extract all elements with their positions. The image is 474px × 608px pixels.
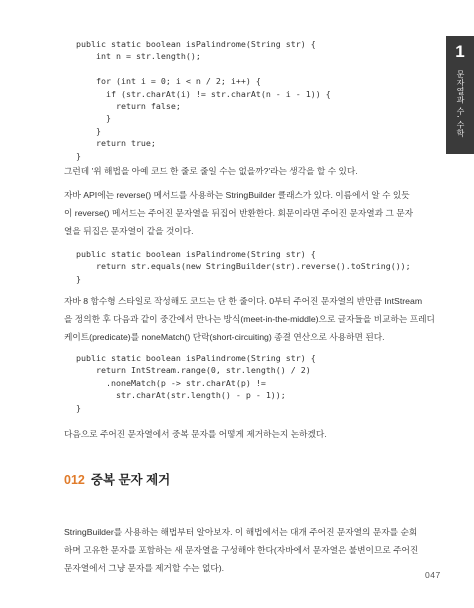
- text-line: 열을 뒤집은 문자열이 같을 것이다.: [64, 226, 194, 236]
- text-line: 을 정의한 후 다음과 같이 중간에서 만나는 방식(meet-in-the-middle)으로 글자들을 비교하는 프레디: [64, 314, 435, 324]
- text-line: 케이트(predicate)를 noneMatch() 단락(short-circuiting) 종결 연산으로 사용하면 된다.: [64, 332, 385, 342]
- code-block-palindrome-stream: [76, 352, 316, 414]
- code-block-palindrome-reverse: [76, 248, 411, 285]
- code-block-palindrome-loop: [76, 38, 331, 162]
- code-line: public static boolean isPalindrome(String str) {: [76, 249, 316, 259]
- code-line: return true;: [76, 138, 156, 149]
- code-line: return false;: [76, 100, 181, 111]
- paragraph-intro-question: [64, 162, 436, 180]
- section-title: 중복 문자 제거: [90, 473, 171, 487]
- text-line: 그런데 '위 해법을 아예 코드 한 줄로 줄일 수는 없을까?'라는 생각을 할 수 있다.: [64, 166, 358, 176]
- code-line: public static boolean isPalindrome(String str) {: [76, 353, 316, 363]
- chapter-tab: [446, 36, 474, 154]
- text-line: 하며 고유한 문자를 포함하는 새 문자열을 구성해야 한다(자바에서 문자열은 불변이므로 주어진: [64, 545, 419, 555]
- paragraph-functional-style: [64, 292, 436, 346]
- code-line: }: [76, 113, 111, 124]
- text-line: 이 reverse() 메서드는 주어진 문자열을 뒤집어 반환한다. 회문이라면 주어진 문자열과 그 문자: [64, 208, 414, 218]
- code-line: return IntStream.range(0, str.length() / 2): [76, 365, 311, 376]
- code-line: str.charAt(str.length() - p - 1));: [76, 390, 286, 401]
- chapter-title: 문자열과 수, 수학: [456, 70, 465, 138]
- code-line: }: [76, 402, 81, 413]
- code-line: }: [76, 150, 81, 161]
- section-heading: [64, 470, 170, 488]
- code-line: public static boolean isPalindrome(String str) {: [76, 39, 316, 49]
- page-number: 047: [425, 570, 441, 580]
- code-line: for (int i = 0; i < n / 2; i++) {: [76, 76, 261, 87]
- paragraph-reverse-method: [64, 186, 436, 240]
- text-line: 다음으로 주어진 문자열에서 중복 문자를 어떻게 제거하는지 논하겠다.: [64, 429, 327, 439]
- code-line: int n = str.length();: [76, 51, 201, 62]
- code-line: if (str.charAt(i) != str.charAt(n - i - 1)) {: [76, 88, 331, 99]
- text-line: 문자열에서 그냥 문자를 제거할 수는 없다).: [64, 563, 225, 573]
- section-number: 012: [64, 473, 85, 487]
- paragraph-stringbuilder-approach: [64, 523, 436, 577]
- code-line: return str.equals(new StringBuilder(str).reverse().toString());: [76, 261, 411, 272]
- code-line: }: [76, 125, 101, 136]
- code-line: }: [76, 273, 81, 284]
- code-line: .noneMatch(p -> str.charAt(p) !=: [76, 377, 266, 388]
- code-line: [76, 63, 331, 75]
- text-line: 자바 8 함수형 스타일로 작성해도 코드는 단 한 줄이다. 0부터 주어진 문자열의 반만큼 IntStream: [64, 296, 423, 306]
- chapter-number: 1: [455, 42, 465, 61]
- text-line: StringBuilder를 사용하는 해법부터 알아보자. 이 해법에서는 대개 주어진 문자열의 문자를 순회: [64, 527, 418, 537]
- paragraph-transition: [64, 425, 436, 443]
- text-line: 자바 API에는 reverse() 메서드를 사용하는 StringBuilder 클래스가 있다. 이름에서 알 수 있듯: [64, 190, 410, 200]
